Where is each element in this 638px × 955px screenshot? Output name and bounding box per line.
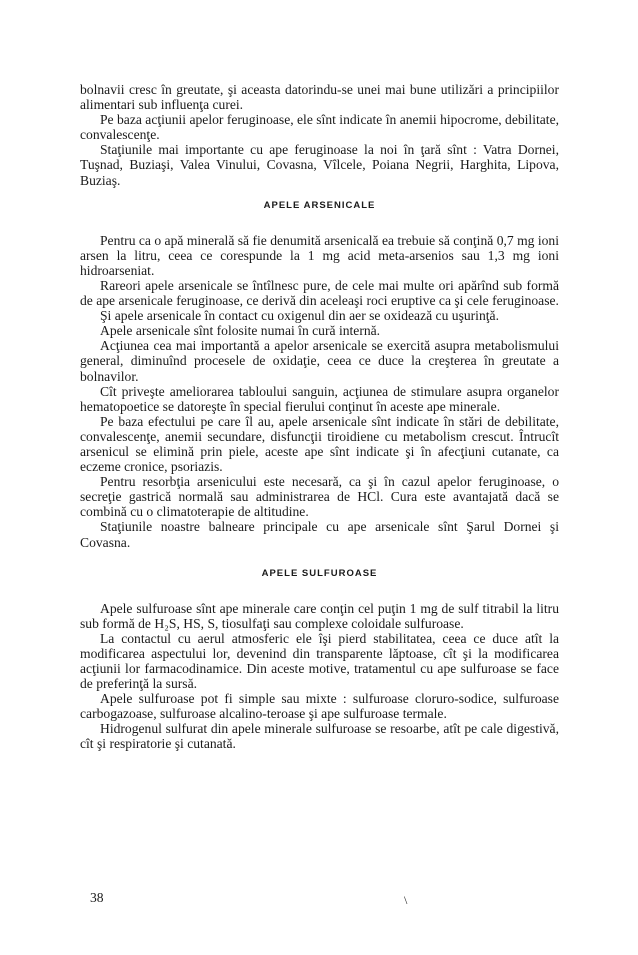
section-heading-arsenicale: APELE ARSENICALE: [263, 199, 376, 211]
book-page: [80, 82, 559, 752]
stray-mark: \: [404, 893, 408, 907]
paragraph: Staţiunile noastre balneare principale cu ape arsenicale sînt Şarul Dornei şi Covasna.: [80, 519, 559, 550]
paragraph: Cît priveşte ameliorarea tabloului sanguin, acţiunea de stimulare asupra organelor hematopoetice se datoreşte în special fierului conţinut în aceste ape minerale.: [80, 383, 559, 414]
paragraph: Apele arsenicale sînt folosite numai în cură internă.: [100, 323, 381, 339]
page-number: 38: [90, 890, 104, 905]
paragraph: Pentru ca o apă minerală să fie denumită arsenicală ea trebuie să conţină 0,7 mg ioni arsen la litru, ceea ce corespunde la 1 mg acid meta-arsenios sau 1,3 mg ioni hidroarseniat.: [80, 232, 559, 278]
paragraph: Pe baza acţiunii apelor feruginoase, ele sînt indicate în anemii hipocrome, debilitate, convalescenţe.: [80, 112, 559, 143]
paragraph: Pentru resorbţia arsenicului este necesară, ca şi în cazul apelor feruginoase, o secreţie gastrică normală sau administrarea de HCl. Cura este avantajată dacă se combină cu o climatoterapie de altitudine.: [80, 474, 559, 520]
paragraph: Apele sulfuroase sînt ape minerale care conţin cel puţin 1 mg de sulf titrabil la litru sub formă de H₂S, HS, S, tiosulfaţi sau complexe coloidale sulfuroase.: [80, 600, 559, 631]
paragraph: Hidrogenul sulfurat din apele minerale sulfuroase se resoarbe, atît pe cale digestivă, cît şi respiratorie şi cutanată.: [80, 721, 559, 752]
paragraph: Staţiunile mai importante cu ape feruginoase la noi în ţară sînt : Vatra Dornei, Tuşnad, Buziaşi, Valea Vinului, Covasna, Vîlcele, Poiana Negrii, Harghita, Lipova, Buziaş.: [80, 142, 559, 188]
paragraph: La contactul cu aerul atmosferic ele îşi pierd stabilitatea, ceea ce duce atît la modificarea aspectului lor, devenind din transparente lăptoase, cît şi la modificarea acţiunii lor farmacodinamice. Din aceste motive, tratamentul cu ape sulfuroase se face de preferinţă la sursă.: [80, 630, 559, 692]
section-heading-sulfuroase: APELE SULFUROASE: [261, 567, 378, 579]
paragraph: Pe baza efectului pe care îl au, apele arsenicale sînt indicate în stări de debilitate, convalescenţe, anemii secundare, disfuncţii tiroidiene cu metabolism crescut. Întrucît arsenicul se elimină prin piele, aceste ape sînt indicate şi în afecţiuni cutanate, ca eczeme cronice, psoriazis.: [80, 413, 559, 475]
paragraph: Apele sulfuroase pot fi simple sau mixte : sulfuroase cloruro-sodice, sulfuroase carbogazoase, sulfuroase alcalino-teroase şi ape sulfuroase termale.: [80, 691, 559, 722]
paragraph: Rareori apele arsenicale se întîlnesc pure, de cele mai multe ori apărînd sub formă de ape arsenicale feruginoase, ce derivă din aceleaşi roci eruptive ca şi cele feruginoase.: [80, 277, 559, 309]
paragraph: bolnavii cresc în greutate, şi aceasta datorindu-se unei mai bune utilizări a principiilor alimentari sub influenţa curei.: [80, 82, 559, 113]
paragraph: Şi apele arsenicale în contact cu oxigenul din aer se oxidează cu uşurinţă.: [100, 308, 499, 324]
paragraph: Acţiunea cea mai importantă a apelor arsenicale se exercită asupra metabolismului general, diminuînd procesele de oxidaţie, ceea ce duce la creşterea în greutate a bolnavilor.: [80, 338, 559, 384]
